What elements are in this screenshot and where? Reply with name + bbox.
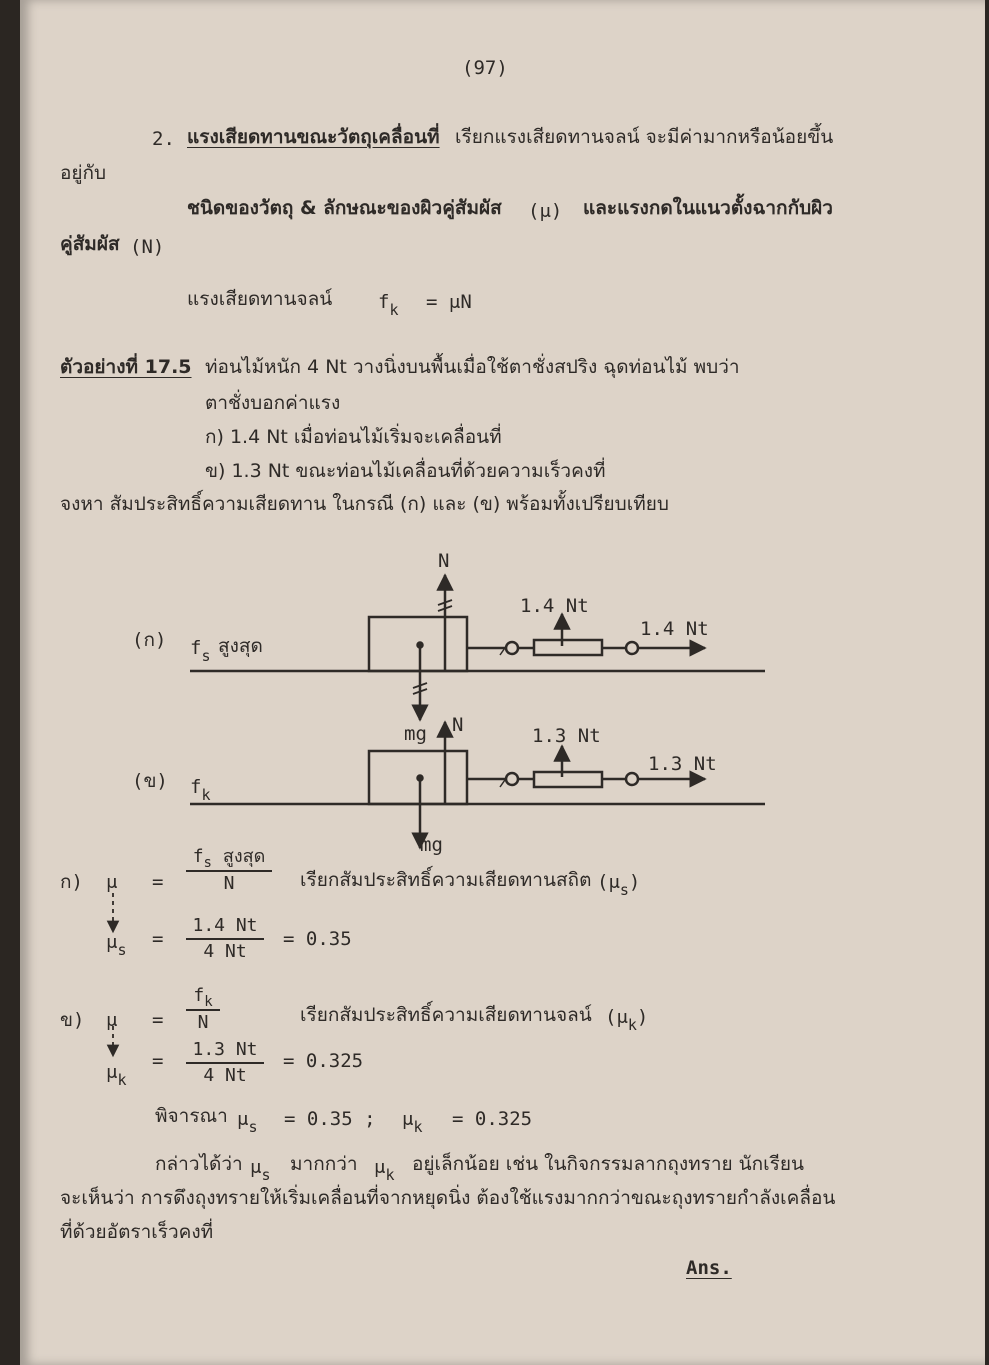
example-line-1: ท่อนไม้หนัก 4 Nt วางนิ่งบนพื้นเมื่อใช้ตาชั่งสปริง ฉุดท่อนไม้ พบว่า	[205, 356, 740, 378]
n-paren: (N)	[130, 236, 165, 258]
reading-label-a: 1.4 Nt	[520, 595, 589, 617]
value-numerator: 1.4 Nt	[186, 915, 264, 940]
example-line-4: ข) 1.3 Nt ขณะท่อนไม้เคลื่อนที่ด้วยความเร็วคงที่	[205, 460, 606, 482]
fs-f: f	[190, 637, 202, 659]
pull-label-b: 1.3 Nt	[648, 753, 717, 775]
page-number: (97)	[462, 57, 508, 79]
example-line-2: ตาชั่งบอกค่าแรง	[205, 392, 341, 414]
value-numerator: 1.3 Nt	[186, 1039, 264, 1064]
fraction-numerator: $f_s$ สูงสุด	[186, 846, 272, 872]
value-denominator: 4 Nt	[203, 941, 247, 962]
solution-a-result: = 0.35	[283, 928, 352, 950]
pull-label-a: 1.4 Nt	[640, 618, 709, 640]
example-line-3: ก) 1.4 Nt เมื่อท่อนไม้เริ่มจะเคลื่อนที่	[205, 426, 502, 448]
formula-sub-k: k	[389, 301, 399, 319]
answer-mark: Ans.	[686, 1257, 732, 1279]
compare-value-s: = 0.35 ;	[284, 1108, 376, 1130]
solution-b-fraction	[186, 985, 220, 1034]
solution-b-value-fraction	[186, 1039, 264, 1087]
mu-s-symbol: $\mu_s$	[106, 931, 127, 959]
solution-a-mu: μ	[106, 871, 118, 893]
solution-a-desc-sym: $(\mu_s)$	[597, 871, 641, 899]
fk-label	[190, 775, 211, 804]
scale-hook-a	[506, 642, 518, 654]
normal-label-a: N	[438, 550, 450, 572]
case-b-label: (ข)	[132, 770, 168, 792]
conclusion-line-1a: กล่าวได้ว่า	[155, 1153, 243, 1175]
depends-text-1: ชนิดของวัตถุ & ลักษณะของผิวคู่สัมผัส	[187, 197, 502, 219]
solution-b-mu: μ	[106, 1009, 118, 1031]
compare-mu-s: $\mu_s$	[237, 1108, 258, 1136]
fraction-denominator: N	[197, 1012, 209, 1033]
conclusion-mu-s: $\mu_s$	[250, 1156, 271, 1184]
formula-f: f	[378, 291, 390, 313]
mu-k-symbol: $\mu_k$	[106, 1061, 127, 1089]
solution-a-value-fraction	[186, 915, 264, 963]
fs-max-label: สูงสุด	[218, 635, 263, 657]
example-question: จงหา สัมประสิทธิ์ความเสียดทาน ในกรณี (ก) และ (ข) พร้อมทั้งเปรียบเทียบ	[60, 493, 669, 515]
fk-f: f	[190, 776, 202, 798]
solution-b-desc-sym: $(\mu_k)$	[605, 1006, 649, 1034]
section-number: 2.	[152, 128, 175, 150]
section-intro: เรียกแรงเสียดทานจลน์ จะมีค่ามากหรือน้อยขึ้น	[455, 126, 834, 148]
section-title: แรงเสียดทานขณะวัตถุเคลื่อนที่	[187, 126, 440, 148]
solution-b-result: = 0.325	[283, 1050, 364, 1072]
example-label: ตัวอย่างที่ 17.5	[60, 356, 192, 378]
fk-sub: k	[201, 786, 211, 804]
section-intro-cont: อยู่กับ	[60, 162, 107, 184]
solution-b-label: ข)	[60, 1009, 85, 1031]
normal-label-b: N	[452, 714, 464, 736]
solution-b-eq: =	[152, 1009, 164, 1031]
depends-text-2: และแรงกดในแนวตั้งฉากกับผิว	[583, 197, 833, 219]
formula-rhs: = μN	[426, 291, 472, 313]
fs-sub: s	[201, 647, 211, 665]
solution-b-desc: เรียกสัมประสิทธิ์ความเสียดทานจลน์	[300, 1004, 592, 1026]
conclusion-line-1c: อยู่เล็กน้อย เช่น ในกิจกรรมลากถุงทราย นักเรียน	[412, 1153, 804, 1175]
compare-value-k: = 0.325	[452, 1108, 533, 1130]
spring-scale-a	[534, 640, 602, 655]
formula-label: แรงเสียดทานจลน์	[187, 288, 333, 310]
mu-paren: (μ)	[528, 200, 563, 222]
fraction-numerator: $f_k$	[186, 985, 220, 1011]
value-denominator: 4 Nt	[203, 1065, 247, 1086]
solution-a-eq: =	[152, 871, 164, 893]
reading-label-b: 1.3 Nt	[532, 725, 601, 747]
conclusion-line-3: ที่ด้วยอัตราเร็วคงที่	[60, 1221, 214, 1243]
compare-mu-k: $\mu_k$	[402, 1108, 423, 1136]
solution-b-eq2: =	[152, 1050, 164, 1072]
spring-scale-b	[534, 772, 602, 787]
compare-label: พิจารณา	[155, 1105, 228, 1127]
case-a-label: (ก)	[132, 629, 167, 651]
depends-cont: คู่สัมผัส	[60, 233, 120, 255]
solution-a-eq2: =	[152, 928, 164, 950]
solution-a-label: ก)	[60, 871, 83, 893]
fs-label	[190, 636, 211, 665]
scale-hook-b	[506, 773, 518, 785]
conclusion-line-2: จะเห็นว่า การดึงถุงทรายให้เริ่มเคลื่อนที่จากหยุดนิ่ง ต้องใช้แรงมากกว่าขณะถุงทรายกำลังเคลื่อน	[60, 1187, 836, 1209]
conclusion-line-1b: มากกว่า	[290, 1153, 358, 1175]
mg-label-b: mg	[420, 834, 443, 856]
conclusion-mu-k: $\mu_k$	[374, 1156, 395, 1184]
solution-a-fraction	[186, 846, 272, 895]
mg-label-a: mg	[404, 723, 427, 745]
solution-a-desc: เรียกสัมประสิทธิ์ความเสียดทานสถิต	[300, 869, 592, 891]
fraction-denominator: N	[223, 873, 235, 894]
